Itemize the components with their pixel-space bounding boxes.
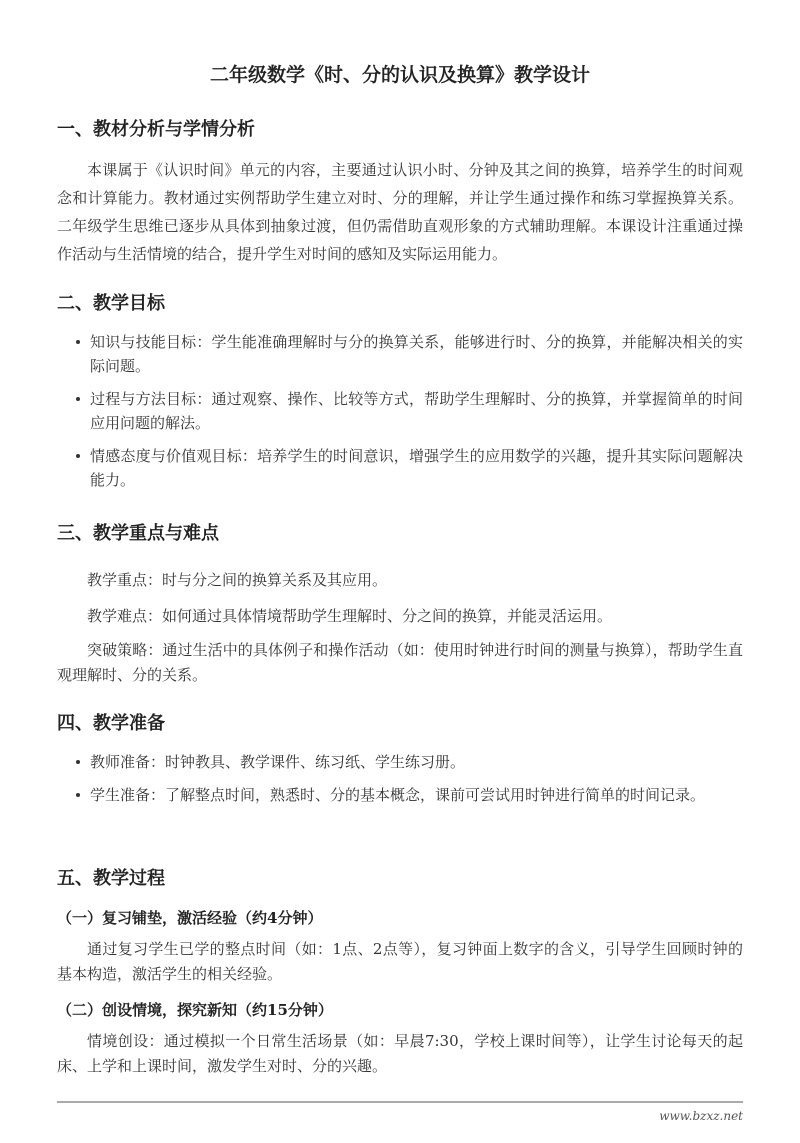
section-heading: 三、教学重点与难点 (57, 523, 219, 544)
paragraph: 通过复习学生已学的整点时间（如：1点、2点等），复习钟面上数字的含义，引导学生回顾时钟的基本构造，激活学生的相关经验。 (57, 940, 743, 983)
list-item: 情感态度与价值观目标：培养学生的时间意识，增强学生的应用数学的兴趣，提升其实际问题解决能力。 (90, 444, 743, 492)
footer-url: www.bzxz.net (659, 1109, 743, 1123)
list-item: 知识与技能目标：学生能准确理解时与分的换算关系，能够进行时、分的换算，并能解决相关的实际问题。 (90, 330, 743, 378)
subsection-heading: （二）创设情境，探究新知（约15分钟） (57, 1001, 333, 1019)
footer-divider (57, 1101, 743, 1103)
section-heading: 二、教学目标 (57, 293, 165, 314)
paragraph: 教学重点：时与分之间的换算关系及其应用。 (87, 571, 388, 589)
paragraph: 教学难点：如何通过具体情境帮助学生理解时、分之间的换算，并能灵活运用。 (87, 607, 613, 625)
section-heading: 一、教材分析与学情分析 (57, 119, 255, 140)
paragraph: 情境创设：通过模拟一个日常生活场景（如：早晨7:30，学校上课时间等），让学生讨论每天的起床、上学和上课时间，激发学生对时、分的兴趣。 (57, 1032, 743, 1075)
list-item: 过程与方法目标：通过观察、操作、比较等方式，帮助学生理解时、分的换算，并掌握简单的时间应用问题的解法。 (90, 387, 743, 435)
paragraph: 本课属于《认识时间》单元的内容，主要通过认识小时、分钟及其之间的换算，培养学生的时间观念和计算能力。教材通过实例帮助学生建立对时、分的理解，并让学生通过操作和练习掌握换算关系。二年级学生思维已逐步从具体到抽象过渡，但仍需借助直观形象的方式辅助理解。本课设计注重通过操作活动与生活情境的结合，提升学生对时间的感知及实际运用能力。 (57, 161, 743, 263)
paragraph: 突破策略：通过生活中的具体例子和操作活动（如：使用时钟进行时间的测量与换算），帮助学生直观理解时、分的关系。 (57, 641, 743, 684)
list-item: 教师准备：时钟教具、教学课件、练习纸、学生练习册。 (90, 750, 743, 774)
subsection-heading: （一）复习铺垫，激活经验（约4分钟） (57, 909, 323, 927)
section-heading: 五、教学过程 (57, 868, 165, 889)
section-heading: 四、教学准备 (57, 713, 165, 734)
list-item: 学生准备：了解整点时间，熟悉时、分的基本概念，课前可尝试用时钟进行简单的时间记录。 (90, 783, 743, 807)
document-title: 二年级数学《时、分的认识及换算》教学设计 (209, 64, 590, 86)
